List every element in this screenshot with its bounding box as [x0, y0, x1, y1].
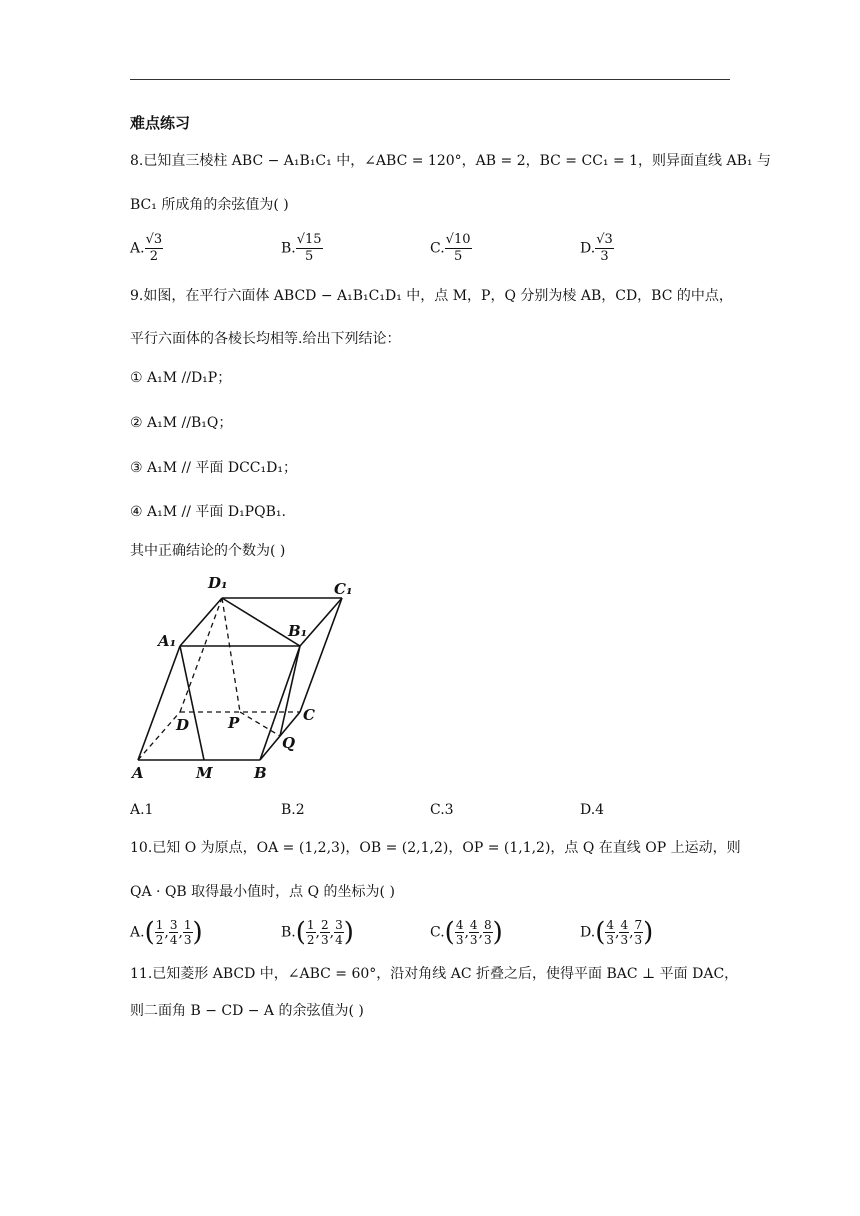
- q9-option-a: A.1: [130, 802, 154, 818]
- label-d: D: [176, 716, 190, 734]
- label-q: Q: [282, 734, 296, 752]
- q8-option-c: C. $\frac{√10}{5}$: [430, 232, 471, 264]
- label-c1: C₁: [334, 580, 353, 598]
- q11-line2: 则二面角 B − CD − A 的余弦值为( ): [130, 1003, 364, 1019]
- q10-line1: 10.已知 O 为原点，OA = (1,2,3)，OB = (2,1,2)，OP = (1,1,2)，点 Q 在直线 OP 上运动，则: [130, 840, 741, 856]
- label-m: M: [196, 764, 213, 782]
- label-b1: B₁: [288, 622, 308, 640]
- section-heading: 难点练习: [130, 114, 191, 132]
- q9-option-d: D.4: [580, 802, 605, 818]
- q8-line2: BC₁ 所成角的余弦值为( ): [130, 197, 289, 213]
- q9-statement-1: ① A₁M //D₁P；: [130, 370, 232, 386]
- q8-option-b: B. $\frac{√15}{5}$: [281, 232, 322, 264]
- q8-option-d: D. $\frac{√3}{3}$: [580, 232, 613, 264]
- label-c: C: [303, 706, 315, 724]
- q11-line1: 11.已知菱形 ABCD 中，∠ABC = 60°，沿对角线 AC 折叠之后，使得平面 BAC ⊥ 平面 DAC，: [130, 966, 739, 982]
- label-a: A: [132, 764, 144, 782]
- q9-statement-2: ② A₁M //B₁Q；: [130, 415, 233, 431]
- q9-prompt: 其中正确结论的个数为( ): [130, 543, 286, 559]
- label-b: B: [254, 764, 267, 782]
- q10-line2: QA · QB 取得最小值时，点 Q 的坐标为( ): [130, 884, 395, 900]
- label-p: P: [228, 714, 240, 732]
- q9-statement-3: ③ A₁M // 平面 DCC₁D₁；: [130, 460, 297, 476]
- q10-option-d: D.( $\frac{4}{3}$, $\frac{4}{3}$, $\frac{7}{3}$): [580, 917, 654, 948]
- parallelepiped-figure: [128, 570, 368, 782]
- q8-option-a: A. $\frac{√3}{2}$: [130, 232, 163, 264]
- q9-statement-4: ④ A₁M // 平面 D₁PQB₁.: [130, 504, 286, 520]
- q9-option-b: B.2: [281, 802, 305, 818]
- q10-option-a: A.( $\frac{1}{2}$, $\frac{3}{4}$, $\frac{1}{3}$): [130, 917, 203, 948]
- label-a1: A₁: [158, 632, 177, 650]
- label-d1: D₁: [208, 574, 228, 592]
- q10-option-b: B.( $\frac{1}{2}$, $\frac{2}{3}$, $\frac{3}{4}$): [281, 917, 354, 948]
- q9-option-c: C.3: [430, 802, 454, 818]
- header-rule: [130, 79, 730, 80]
- q9-line1: 9.如图，在平行六面体 ABCD − A₁B₁C₁D₁ 中，点 M，P，Q 分别为棱 AB，CD，BC 的中点，: [130, 288, 733, 304]
- q9-line2: 平行六面体的各棱长均相等.给出下列结论：: [130, 331, 401, 347]
- q10-option-c: C.( $\frac{4}{3}$, $\frac{4}{3}$, $\frac{8}{3}$): [430, 917, 503, 948]
- q8-line1: 8.已知直三棱柱 ABC − A₁B₁C₁ 中，∠ABC = 120°，AB = 2，BC = CC₁ = 1，则异面直线 AB₁ 与: [130, 153, 771, 169]
